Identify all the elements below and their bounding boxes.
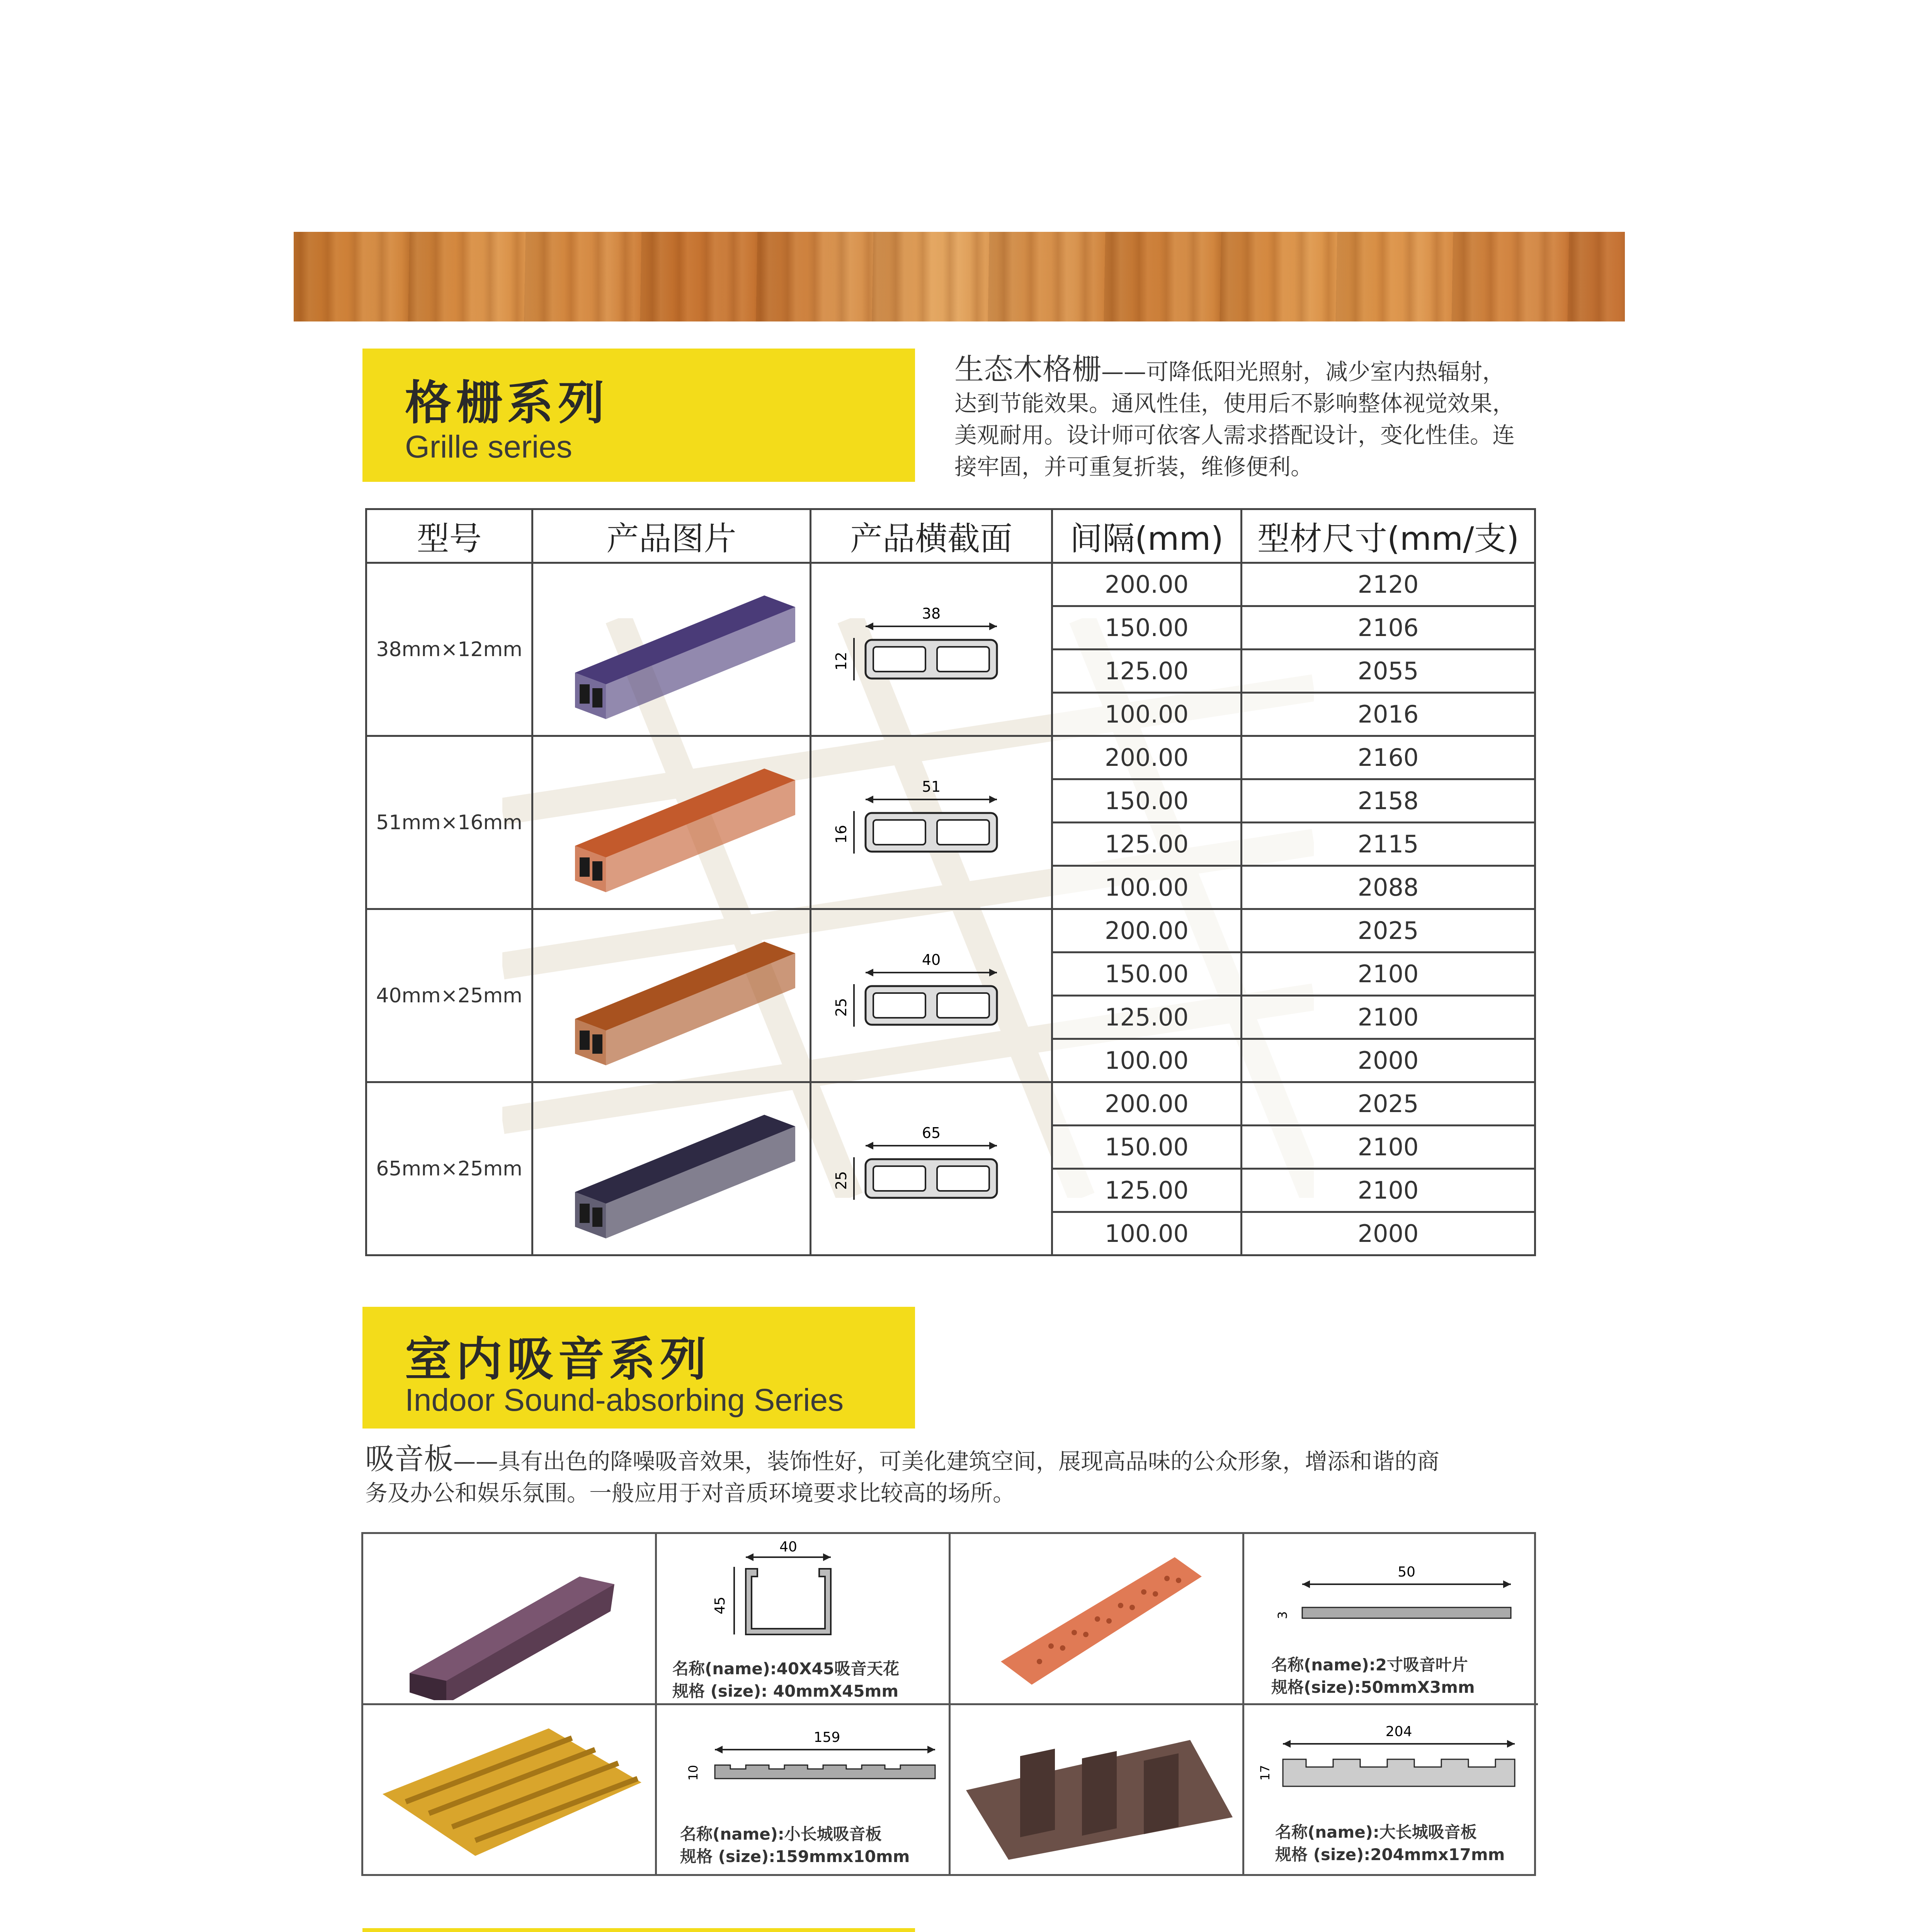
ceiling-caption <box>672 1658 899 1702</box>
profile-size-cell: 2120 <box>1242 563 1535 606</box>
sound-cell-drawing-4 <box>1244 1705 1538 1876</box>
blade-width-label: 50 <box>1398 1564 1415 1580</box>
cross-section-box <box>811 765 1051 881</box>
grille-section-header <box>362 349 915 482</box>
ceiling-size: 规格 (size): 40mmX45mm <box>672 1682 899 1701</box>
cross-section-width-label: 38 <box>922 605 941 622</box>
small-greatwall-size: 规格 (size):159mmx10mm <box>680 1847 910 1866</box>
profile-cross-section <box>823 592 1039 707</box>
product-image-cell <box>532 736 811 909</box>
interval-cell: 100.00 <box>1052 693 1242 736</box>
ceiling-name: 名称(name):40X45吸音天花 <box>672 1659 899 1678</box>
blade-caption <box>1271 1654 1475 1699</box>
profile-size-cell: 2158 <box>1242 779 1535 823</box>
header-cross-section: 产品横截面 <box>811 509 1052 563</box>
blade-cross-section <box>1244 1534 1534 1650</box>
interval-cell: 125.00 <box>1052 996 1242 1039</box>
large-greatwall-photo <box>951 1705 1240 1871</box>
cross-section-height-label: 16 <box>833 825 850 844</box>
profile-size-cell: 2106 <box>1242 606 1535 650</box>
cross-section-cell <box>811 1082 1052 1255</box>
profile-size-cell: 2025 <box>1242 1082 1535 1126</box>
cross-section-box <box>811 592 1051 707</box>
cross-section-box <box>811 1111 1051 1227</box>
top-wood-banner <box>294 232 1625 321</box>
interval-cell: 200.00 <box>1052 736 1242 779</box>
blade-size: 规格(size):50mmX3mm <box>1271 1678 1475 1697</box>
sound-desc-lead: 吸音板 <box>365 1442 453 1476</box>
profile-size-cell: 2000 <box>1242 1212 1535 1255</box>
cross-section-height-label: 25 <box>833 1171 850 1190</box>
large-greatwall-name: 名称(name):大长城吸音板 <box>1275 1823 1477 1842</box>
large-greatwall-height-label: 17 <box>1258 1765 1272 1781</box>
cross-section-box <box>811 938 1051 1054</box>
blade-photo <box>951 1534 1240 1700</box>
header-image: 产品图片 <box>532 509 811 563</box>
cross-section-height-label: 25 <box>833 998 850 1017</box>
small-greatwall-name: 名称(name):小长城吸音板 <box>680 1825 882 1844</box>
product-image-box <box>533 572 810 727</box>
profile-cross-section <box>823 938 1039 1054</box>
sound-cell-drawing-3 <box>657 1705 951 1876</box>
interval-cell: 125.00 <box>1052 650 1242 693</box>
grille-title-en: Grille series <box>405 429 572 464</box>
header-profile-size: 型材尺寸(mm/支) <box>1242 509 1535 563</box>
large-greatwall-caption <box>1275 1821 1505 1866</box>
interval-cell: 100.00 <box>1052 866 1242 909</box>
product-image-box <box>533 1092 810 1246</box>
interval-cell: 125.00 <box>1052 1169 1242 1212</box>
profile-size-cell: 2000 <box>1242 1039 1535 1082</box>
small-greatwall-width-label: 159 <box>813 1730 840 1745</box>
large-greatwall-width-label: 204 <box>1385 1724 1412 1740</box>
interval-cell: 150.00 <box>1052 952 1242 996</box>
header-model: 型号 <box>366 509 532 563</box>
cross-section-cell <box>811 736 1052 909</box>
small-greatwall-photo <box>363 1705 653 1871</box>
model-cell: 65mm×25mm <box>366 1082 532 1255</box>
sound-cell-photo-1 <box>363 1534 657 1705</box>
profile-product-photo <box>548 745 795 900</box>
large-greatwall-cross-section <box>1244 1705 1534 1821</box>
sound-title-en: Indoor Sound-absorbing Series <box>405 1383 844 1418</box>
table-row <box>366 736 1535 779</box>
model-cell: 40mm×25mm <box>366 909 532 1082</box>
product-image-box <box>533 745 810 900</box>
interval-cell: 125.00 <box>1052 823 1242 866</box>
profile-size-cell: 2160 <box>1242 736 1535 779</box>
profile-size-cell: 2100 <box>1242 996 1535 1039</box>
small-greatwall-cross-section <box>657 1705 947 1821</box>
header-interval: 间隔(mm) <box>1052 509 1242 563</box>
blade-name: 名称(name):2寸吸音叶片 <box>1271 1655 1468 1674</box>
profile-size-cell: 2088 <box>1242 866 1535 909</box>
cross-section-width-label: 40 <box>922 951 941 968</box>
profile-product-photo <box>548 1092 795 1246</box>
ceiling-cross-section <box>657 1534 947 1650</box>
sound-cell-photo-4 <box>951 1705 1244 1876</box>
interval-cell: 150.00 <box>1052 606 1242 650</box>
grille-desc-lead: 生态木格栅 <box>954 352 1101 386</box>
sound-cell-drawing-2 <box>1244 1534 1538 1705</box>
small-greatwall-caption <box>680 1823 910 1868</box>
table-header-row <box>366 509 1535 563</box>
interval-cell: 200.00 <box>1052 563 1242 606</box>
sound-desc-body-1: ——具有出色的降噪吸音效果，装饰性好，可美化建筑空间，展现高品味的公众形象，增添和谐的商 <box>453 1448 1440 1475</box>
purezhen-section-header <box>362 1928 915 1932</box>
profile-cross-section <box>823 1111 1039 1227</box>
product-image-cell <box>532 909 811 1082</box>
small-greatwall-height-label: 10 <box>686 1765 701 1781</box>
sound-description <box>365 1443 1540 1509</box>
profile-size-cell: 2025 <box>1242 909 1535 952</box>
profile-size-cell: 2055 <box>1242 650 1535 693</box>
sound-desc-body-2: 务及办公和娱乐氛围。一般应用于对音质环境要求比较高的场所。 <box>365 1480 1015 1506</box>
table-row <box>366 1082 1535 1126</box>
cross-section-width-label: 51 <box>922 778 941 795</box>
grille-title-cn: 格栅系列 <box>405 376 609 430</box>
product-image-cell <box>532 563 811 736</box>
interval-cell: 200.00 <box>1052 1082 1242 1126</box>
table-row <box>366 909 1535 952</box>
sound-title-cn: 室内吸音系列 <box>405 1333 711 1386</box>
blade-height-label: 3 <box>1275 1611 1290 1619</box>
cross-section-width-label: 65 <box>922 1124 941 1141</box>
profile-size-cell: 2016 <box>1242 693 1535 736</box>
ceiling-width-label: 40 <box>779 1539 797 1555</box>
cross-section-cell <box>811 909 1052 1082</box>
interval-cell: 200.00 <box>1052 909 1242 952</box>
table-row <box>366 563 1535 606</box>
grille-spec-table <box>365 508 1536 1256</box>
product-image-cell <box>532 1082 811 1255</box>
profile-size-cell: 2100 <box>1242 952 1535 996</box>
profile-product-photo <box>548 918 795 1073</box>
interval-cell: 150.00 <box>1052 1126 1242 1169</box>
cross-section-cell <box>811 563 1052 736</box>
sound-product-grid <box>361 1532 1536 1876</box>
profile-size-cell: 2100 <box>1242 1169 1535 1212</box>
ceiling-height-label: 45 <box>712 1597 728 1614</box>
interval-cell: 100.00 <box>1052 1212 1242 1255</box>
profile-cross-section <box>823 765 1039 881</box>
cross-section-height-label: 12 <box>833 651 850 670</box>
sound-cell-photo-2 <box>951 1534 1244 1705</box>
model-cell: 51mm×16mm <box>366 736 532 909</box>
product-image-box <box>533 918 810 1073</box>
interval-cell: 100.00 <box>1052 1039 1242 1082</box>
sound-section-header <box>362 1307 915 1429</box>
sound-cell-drawing-1 <box>657 1534 951 1705</box>
profile-size-cell: 2115 <box>1242 823 1535 866</box>
profile-size-cell: 2100 <box>1242 1126 1535 1169</box>
ceiling-profile-photo <box>363 1534 653 1700</box>
large-greatwall-size: 规格 (size):204mmx17mm <box>1275 1845 1505 1864</box>
sound-cell-photo-3 <box>363 1705 657 1876</box>
interval-cell: 150.00 <box>1052 779 1242 823</box>
grille-description <box>954 354 1522 481</box>
grille-desc-body: ——可降低阳光照射，减少室内热辐射，达到节能效果。通风性佳，使用后不影响整体视觉效果，美观耐用。设计师可依客人需求搭配设计，变化性佳。连接牢固，并可重复折装，维修便利。 <box>954 359 1515 480</box>
model-cell: 38mm×12mm <box>366 563 532 736</box>
profile-product-photo <box>548 572 795 727</box>
